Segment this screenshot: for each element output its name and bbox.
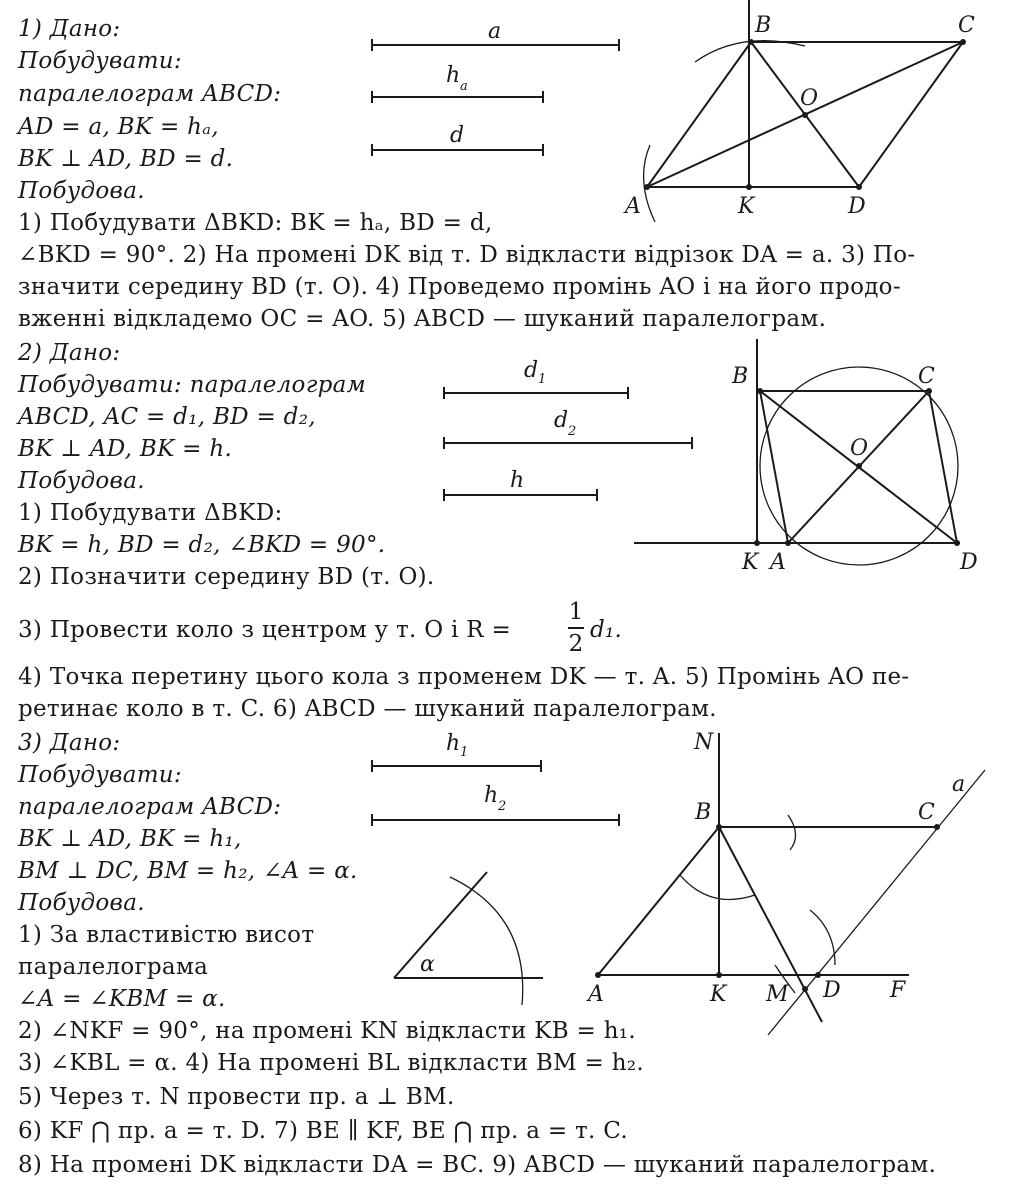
p2-step-5: ретинає коло в т. C. 6) ABCD — шуканий паралелограм. bbox=[18, 696, 717, 722]
p3-point-m: M bbox=[766, 982, 789, 1007]
p1-point-d: D bbox=[848, 194, 866, 219]
p3-angle-alpha-label: α bbox=[420, 952, 435, 977]
p2-point-d: D bbox=[960, 550, 978, 575]
p2-line-diagonals: ABCD, AC = d₁, BD = d₂, bbox=[18, 404, 316, 430]
p3-point-d: D bbox=[823, 978, 841, 1003]
p2-line-given: 2) Дано: bbox=[18, 340, 121, 366]
p3-line-given: 3) Дано: bbox=[18, 730, 121, 756]
p2-segment-h-label: h bbox=[510, 468, 525, 493]
p2-segment-d2-label: d bbox=[554, 408, 569, 433]
p2-line-construct: Побудувати: паралелограм bbox=[18, 372, 367, 398]
p2-point-a: A bbox=[770, 550, 786, 575]
p1-parallelogram-figure bbox=[620, 0, 1000, 230]
p2-step-2: 2) Позначити середину BD (т. O). bbox=[18, 564, 435, 590]
p3-line-bk: BK ⊥ AD, BK = h₁, bbox=[18, 826, 242, 852]
p3-segment-h1-label: h bbox=[446, 731, 461, 756]
p1-line-parallelogram: паралелограм ABCD: bbox=[18, 81, 282, 107]
p3-segment-h2-sub: 2 bbox=[498, 799, 507, 814]
p2-point-c: C bbox=[918, 364, 935, 389]
p1-point-c: C bbox=[958, 13, 975, 38]
p2-step-4: 4) Точка перетину цього кола з променем DK — т. A. 5) Промінь AO пе- bbox=[18, 664, 910, 690]
p2-fraction-denominator: 2 bbox=[568, 631, 584, 657]
p1-line-ad: AD = a, BK = hₐ, bbox=[18, 114, 219, 140]
p3-line-bm: BM ⊥ DC, BM = h₂, ∠A = α. bbox=[18, 858, 358, 884]
p2-segment-d1-sub: 1 bbox=[538, 372, 547, 387]
p3-point-f: F bbox=[890, 978, 906, 1003]
p1-segment-h-label: h bbox=[446, 63, 461, 88]
p3-point-b: B bbox=[695, 800, 712, 825]
p2-segment-d1-label: d bbox=[524, 358, 539, 383]
p1-line-given: 1) Дано: bbox=[18, 16, 121, 42]
p2-parallelogram-figure bbox=[630, 335, 1000, 595]
p2-line-construction-heading: Побудова. bbox=[18, 468, 145, 494]
p3-step-1-cont: паралелограма bbox=[18, 954, 209, 980]
p3-line-a-label: a bbox=[952, 772, 966, 797]
p1-given-segments bbox=[360, 10, 640, 170]
p2-line-height: BK ⊥ AD, BK = h. bbox=[18, 436, 233, 462]
p1-segment-h-sub: a bbox=[460, 79, 468, 94]
p1-step-4: вженні відкладемо OC = AO. 5) ABCD — шуканий паралелограм. bbox=[18, 306, 827, 332]
p3-parallelogram-figure bbox=[580, 725, 1000, 1045]
p2-point-k: K bbox=[742, 550, 759, 575]
p2-step-3-d1: d₁. bbox=[590, 617, 623, 643]
p1-point-a: A bbox=[625, 194, 641, 219]
p2-step-1: 1) Побудувати ΔBKD: bbox=[18, 500, 283, 526]
p1-point-b: B bbox=[755, 13, 772, 38]
p3-segment-h2-label: h bbox=[484, 783, 499, 808]
p1-point-k: K bbox=[738, 194, 755, 219]
p2-segment-d2-sub: 2 bbox=[568, 424, 577, 439]
p1-point-o: O bbox=[800, 86, 819, 111]
p1-line-bk-perp: BK ⊥ AD, BD = d. bbox=[18, 146, 234, 172]
p3-angle-alpha-figure bbox=[380, 855, 560, 1015]
p3-step-5: 5) Через т. N провести пр. a ⊥ BM. bbox=[18, 1084, 455, 1110]
p3-step-1-angles: ∠A = ∠KBM = α. bbox=[18, 986, 226, 1012]
p3-line-parallelogram: паралелограм ABCD: bbox=[18, 794, 282, 820]
p2-step-3: 3) Провести коло з центром у т. O і R = bbox=[18, 617, 512, 643]
p3-step-8: 8) На промені DK відкласти DA = BC. 9) ABCD — шуканий паралелограм. bbox=[18, 1152, 937, 1178]
p2-step-1-cont: BK = h, BD = d₂, ∠BKD = 90°. bbox=[18, 532, 386, 558]
p1-step-3: значити середину BD (т. O). 4) Проведемо промінь AO і на його продо- bbox=[18, 274, 901, 300]
p2-point-o: O bbox=[850, 436, 869, 461]
p3-step-2: 2) ∠NKF = 90°, на промені KN відкласти KB = h₁. bbox=[18, 1018, 636, 1044]
p3-step-3: 3) ∠KBL = α. 4) На промені BL відкласти BM = h₂. bbox=[18, 1050, 644, 1076]
p1-segment-a-label: a bbox=[488, 19, 502, 44]
p3-segment-h1-sub: 1 bbox=[460, 745, 469, 760]
p3-point-a: A bbox=[588, 982, 604, 1007]
p3-line-construct: Побудувати: bbox=[18, 762, 182, 788]
p1-segment-d-label: d bbox=[450, 123, 465, 148]
p3-point-k: K bbox=[710, 982, 727, 1007]
p1-line-construct: Побудувати: bbox=[18, 48, 182, 74]
p3-point-c: C bbox=[918, 800, 935, 825]
p2-point-b: B bbox=[732, 364, 749, 389]
p3-step-1: 1) За властивістю висот bbox=[18, 922, 315, 948]
p1-step-1: 1) Побудувати ΔBKD: BK = hₐ, BD = d, bbox=[18, 210, 493, 236]
p3-step-6: 6) KF ⋂ пр. a = т. D. 7) BE ∥ KF, BE ⋂ пр. a = т. C. bbox=[18, 1118, 628, 1144]
p2-fraction-numerator: 1 bbox=[568, 599, 584, 625]
p1-step-2: ∠BKD = 90°. 2) На промені DK від т. D відкласти відрізок DA = a. 3) По- bbox=[18, 242, 916, 268]
p3-point-n: N bbox=[694, 730, 714, 755]
p3-line-construction-heading: Побудова. bbox=[18, 890, 145, 916]
p1-line-construction-heading: Побудова. bbox=[18, 178, 145, 204]
p2-fraction-bar bbox=[568, 627, 584, 629]
